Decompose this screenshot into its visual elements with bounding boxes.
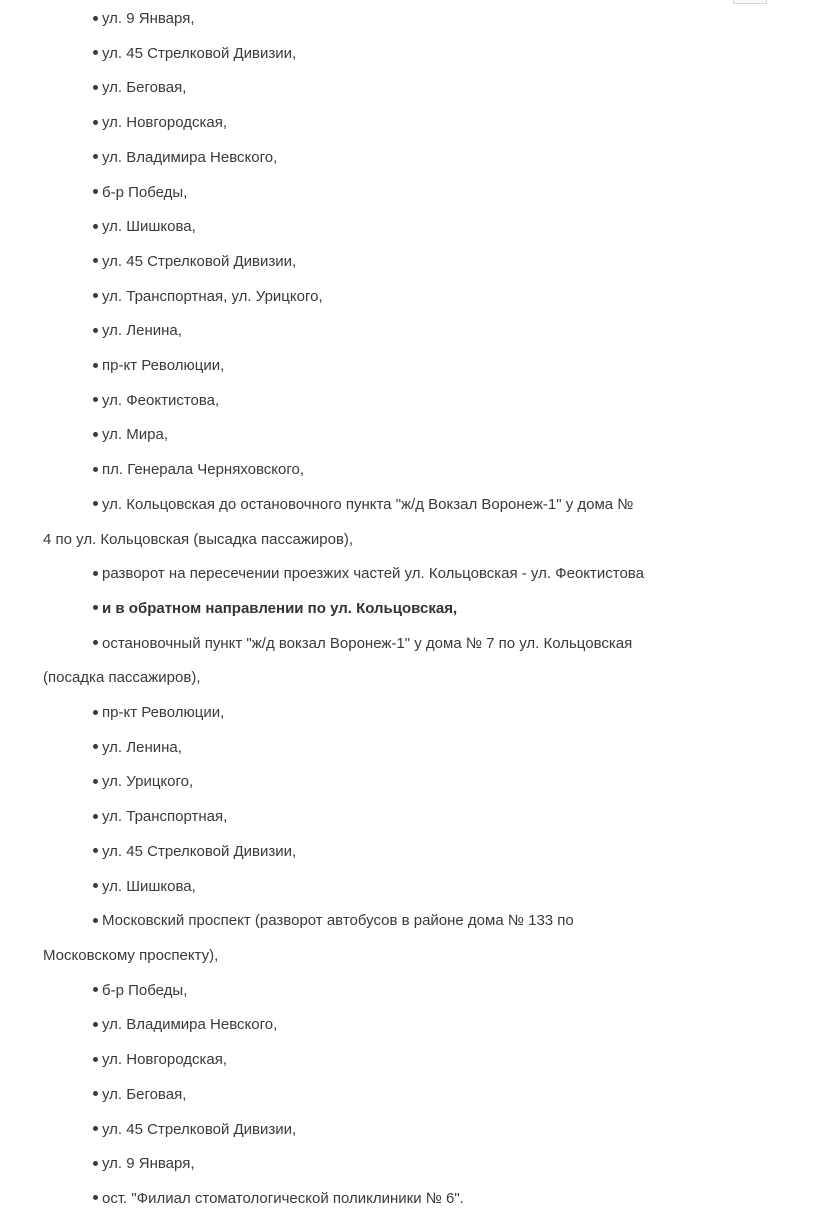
list-item-text: ул. Кольцовская до остановочного пункта "ж/д Вокзал Воронеж-1" у дома № (102, 495, 634, 513)
list-item-text: ул. Беговая, (102, 79, 187, 97)
list-item (0, 488, 822, 557)
list-item-text: пл. Генерала Черняховского, (102, 461, 305, 479)
list-item (0, 176, 822, 211)
list-item-text: ул. Шишкова, (102, 218, 196, 236)
bullet-icon (93, 467, 98, 472)
list-item-text: пр-кт Революции, (102, 357, 225, 375)
bullet-icon (93, 987, 98, 992)
bullet-icon (93, 224, 98, 229)
bullet-icon (93, 779, 98, 784)
bullet-icon (93, 918, 98, 923)
list-item (0, 1078, 822, 1113)
list-item-text: ул. Транспортная, (102, 808, 228, 826)
bullet-icon (93, 328, 98, 333)
list-item-text: ул. Шишкова, (102, 877, 196, 895)
bullet-icon (93, 1161, 98, 1166)
list-item-text: ул. Транспортная, ул. Урицкого, (102, 287, 323, 305)
list-item-text: б-р Победы, (102, 981, 188, 999)
bullet-icon (93, 50, 98, 55)
list-item (0, 106, 822, 141)
list-item (0, 870, 822, 905)
list-item (0, 2, 822, 37)
list-item-text: и в обратном направлении по ул. Кольцовская, (102, 599, 458, 617)
bullet-icon (93, 189, 98, 194)
list-item-text: ост. "Филиал стоматологической поликлиники № 6". (102, 1189, 464, 1207)
list-item (0, 71, 822, 106)
list-item (0, 1008, 822, 1043)
list-item (0, 765, 822, 800)
bullet-icon (93, 120, 98, 125)
bullet-icon (93, 883, 98, 888)
bullet-icon (93, 571, 98, 576)
list-item (0, 1113, 822, 1148)
bullet-icon (93, 1022, 98, 1027)
list-item-text: ул. Новгородская, (102, 114, 228, 132)
list-item (0, 210, 822, 245)
list-item-text: ул. 45 Стрелковой Дивизии, (102, 252, 297, 270)
list-item-text: б-р Победы, (102, 183, 188, 201)
list-item-continuation: Московскому проспекту), (43, 946, 219, 964)
bullet-icon (93, 1057, 98, 1062)
list-item (0, 800, 822, 835)
list-item (0, 141, 822, 176)
bullet-icon (93, 814, 98, 819)
bullet-icon (93, 154, 98, 159)
bullet-icon (93, 293, 98, 298)
list-item (0, 349, 822, 384)
list-item (0, 557, 822, 592)
list-item-text: ул. Новгородская, (102, 1051, 228, 1069)
list-item-text: ул. Урицкого, (102, 773, 194, 791)
bullet-icon (93, 710, 98, 715)
bullet-icon (93, 640, 98, 645)
list-item-text: ул. Владимира Невского, (102, 148, 278, 166)
route-list (0, 2, 822, 1217)
bullet-icon (93, 16, 98, 21)
list-item (0, 904, 822, 973)
bullet-icon (93, 1126, 98, 1131)
list-item-text: ул. 9 Января, (102, 10, 195, 27)
bullet-icon (93, 605, 98, 610)
list-item-text: разворот на пересечении проезжих частей ул. Кольцовская - ул. Феоктистова (102, 565, 644, 583)
list-item (0, 37, 822, 72)
bullet-icon (93, 397, 98, 402)
bullet-icon (93, 258, 98, 263)
list-item-text: ул. 45 Стрелковой Дивизии, (102, 44, 297, 62)
bullet-icon (93, 1091, 98, 1096)
list-item-text: ул. Владимира Невского, (102, 1016, 278, 1034)
list-item-continuation: (посадка пассажиров), (43, 669, 201, 687)
list-item (0, 1147, 822, 1182)
list-item-text: пр-кт Революции, (102, 704, 225, 722)
bullet-icon (93, 848, 98, 853)
list-item-text: остановочный пункт "ж/д вокзал Воронеж-1" у дома № 7 по ул. Кольцовская (102, 634, 633, 652)
bullet-icon (93, 363, 98, 368)
list-item (0, 696, 822, 731)
list-item (0, 835, 822, 870)
list-item (0, 1182, 822, 1217)
list-item (0, 418, 822, 453)
list-item (0, 280, 822, 315)
list-item-text: ул. 45 Стрелковой Дивизии, (102, 1120, 297, 1138)
list-item (0, 1043, 822, 1078)
bullet-icon (93, 432, 98, 437)
list-item-text: ул. Ленина, (102, 738, 182, 756)
list-item (0, 974, 822, 1009)
list-item (0, 453, 822, 488)
list-item (0, 627, 822, 696)
list-item-continuation: 4 по ул. Кольцовская (высадка пассажиров), (43, 530, 354, 548)
list-item (0, 731, 822, 766)
list-item-text: ул. 45 Стрелковой Дивизии, (102, 842, 297, 860)
list-item-text: ул. Беговая, (102, 1085, 187, 1103)
list-item (0, 314, 822, 349)
bullet-icon (93, 85, 98, 90)
list-item-text: Московский проспект (разворот автобусов в районе дома № 133 по (102, 912, 574, 930)
list-item (0, 592, 822, 627)
list-item-text: ул. Мира, (102, 426, 168, 444)
bullet-icon (93, 744, 98, 749)
list-item-text: ул. 9 Января, (102, 1155, 195, 1173)
bullet-icon (93, 501, 98, 506)
list-item-text: ул. Ленина, (102, 322, 182, 340)
list-item (0, 384, 822, 419)
list-item (0, 245, 822, 280)
list-item-text: ул. Феоктистова, (102, 391, 220, 409)
